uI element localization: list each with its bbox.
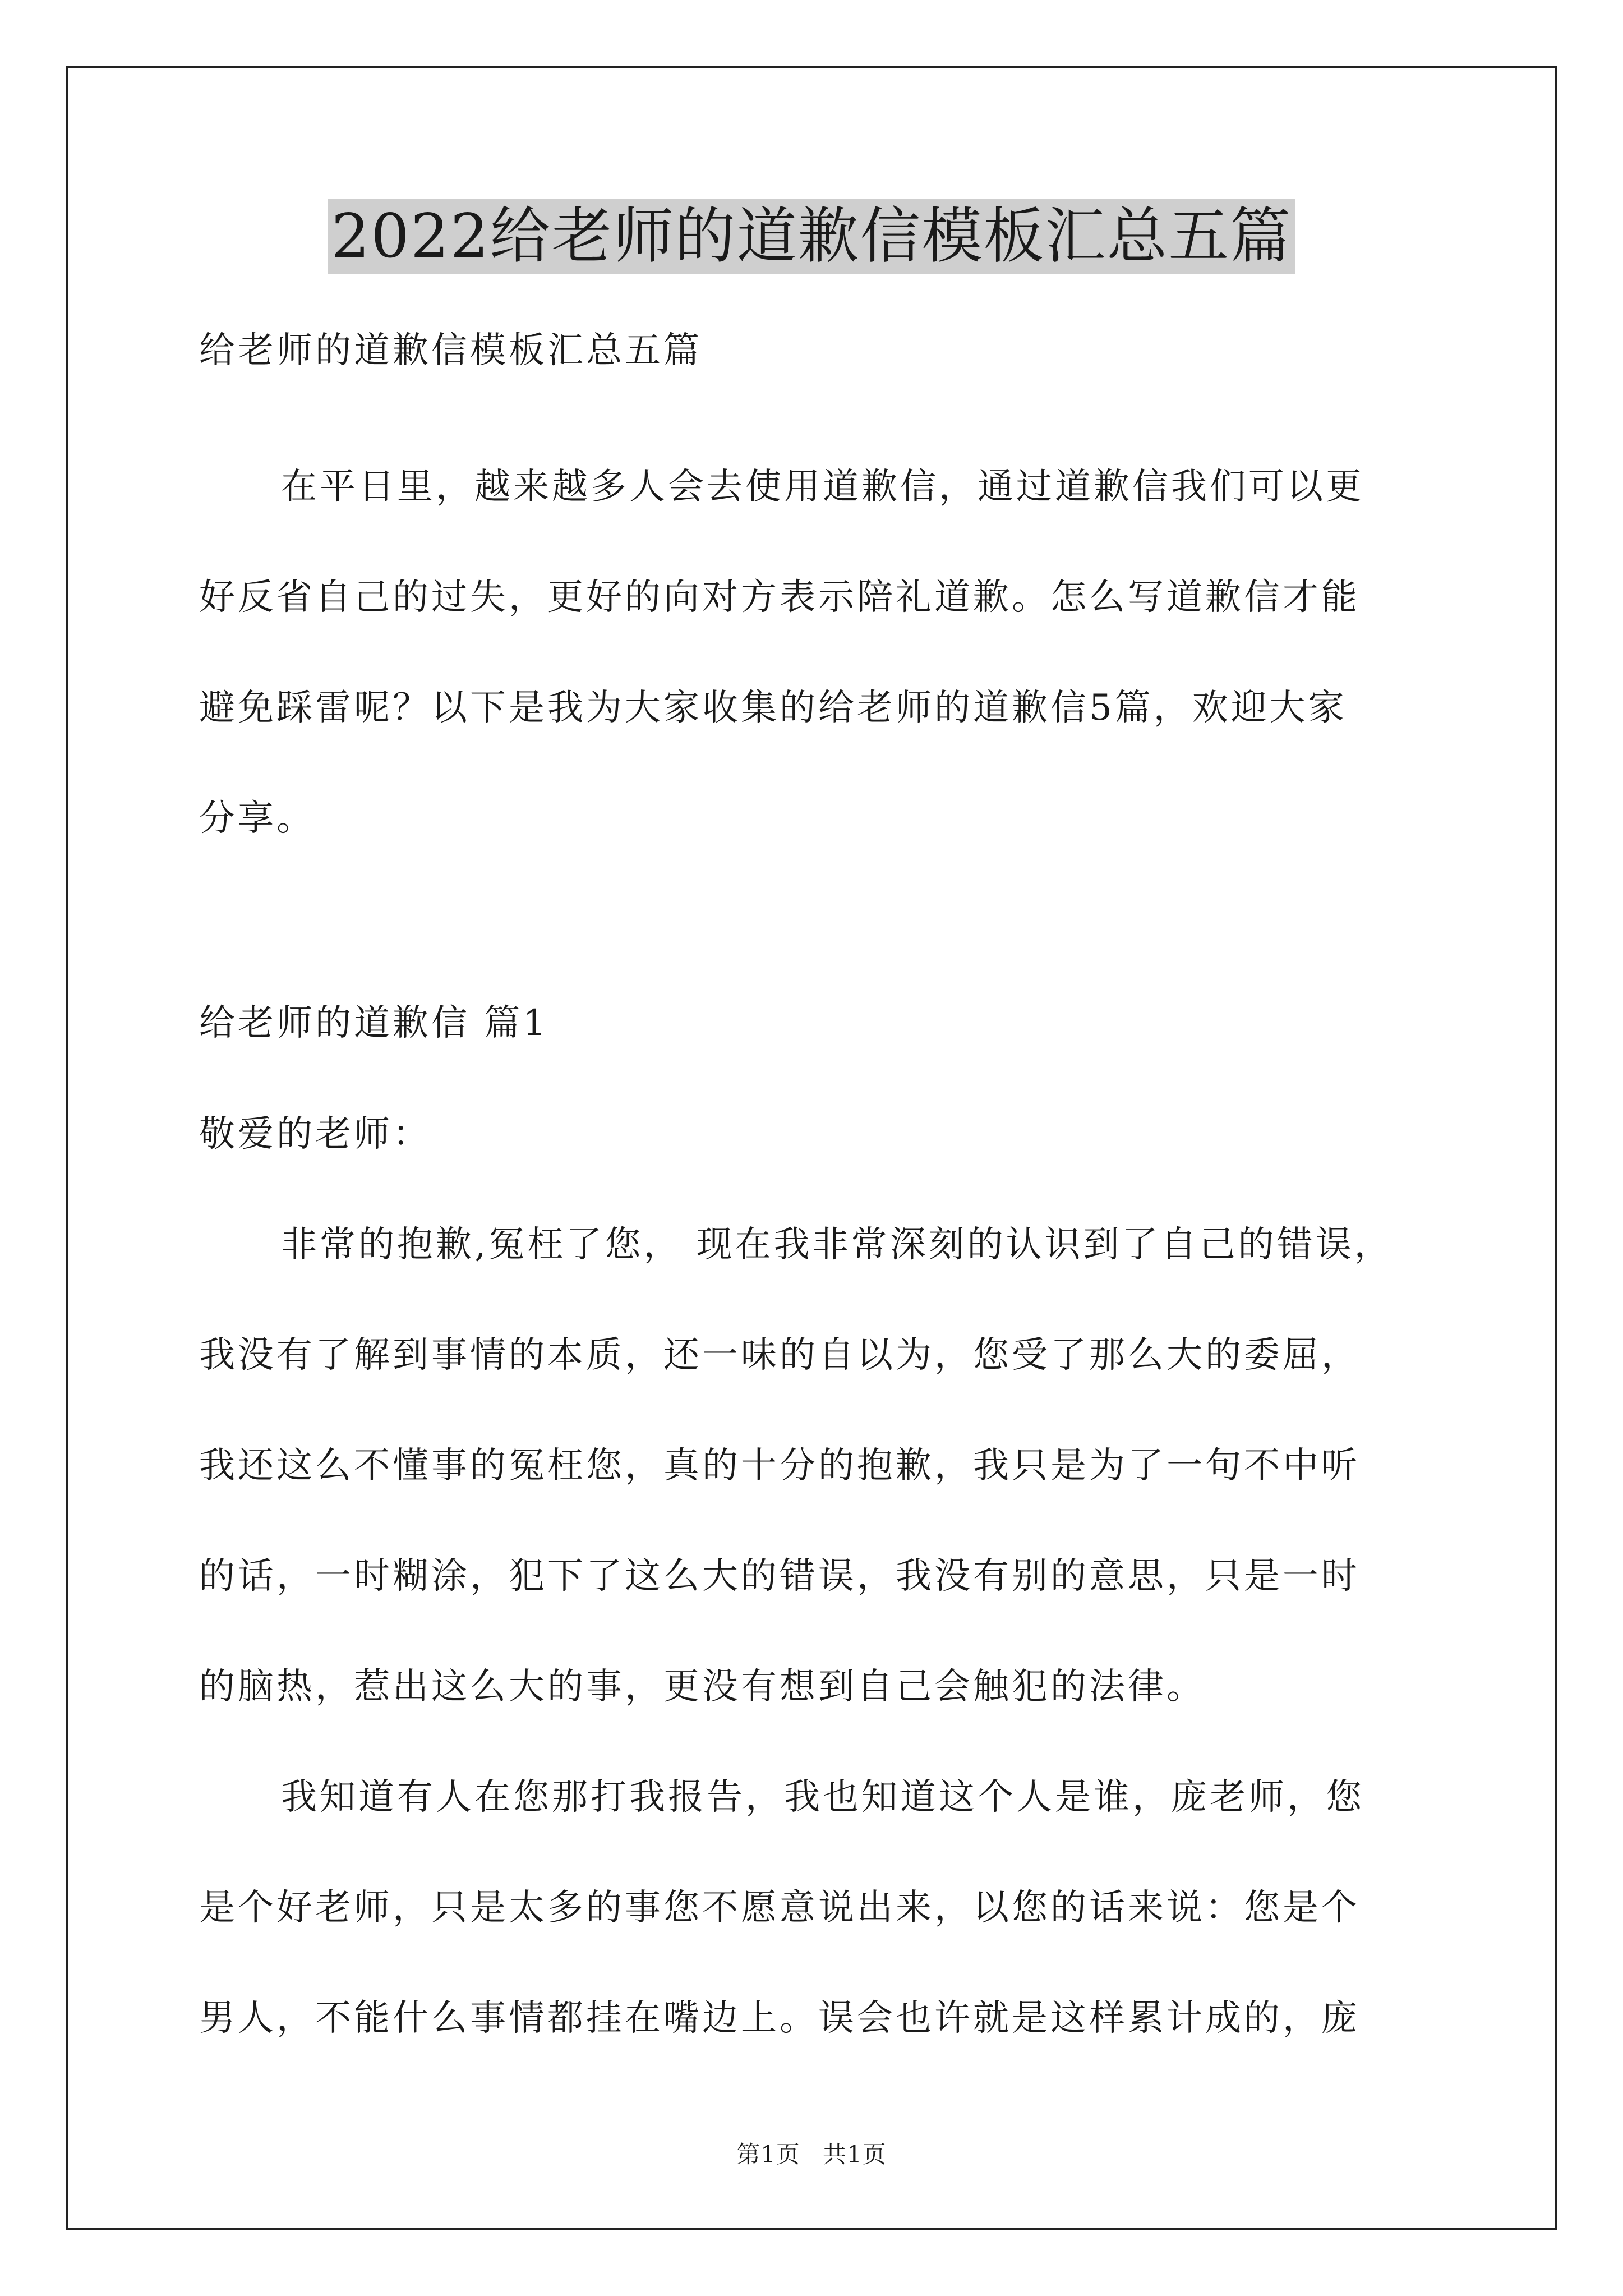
paragraph-line: 是个好老师，只是太多的事您不愿意说出来，以您的话来说：您是个 — [199, 1887, 1360, 1929]
paragraph-line: 的脑热，惹出这么大的事，更没有想到自己会触犯的法律。 — [199, 1666, 1205, 1708]
page-total: 共1页 — [823, 2141, 887, 2168]
intro-line: 好反省自己的过失，更好的向对方表示陪礼道歉。怎么写道歉信才能 — [199, 577, 1360, 618]
paragraph-line: 我没有了解到事情的本质，还一味的自以为，您受了那么大的委屈， — [199, 1335, 1360, 1376]
intro-line: 在平日里，越来越多人会去使用道歉信，通过道歉信我们可以更 — [281, 466, 1364, 508]
page-number: 第1页 — [736, 2141, 800, 2168]
paragraph-line: 非常的抱歉,冤枉了您， 现在我非常深刻的认识到了自己的错误， — [281, 1224, 1393, 1266]
document-title — [0, 199, 1623, 274]
paragraph-line: 我还这么不懂事的冤枉您，真的十分的抱歉，我只是为了一句不中听 — [199, 1445, 1360, 1487]
salutation: 敬爱的老师： — [199, 1114, 431, 1155]
paragraph-line: 男人，不能什么事情都挂在嘴边上。误会也许就是这样累计成的，庞 — [199, 1998, 1360, 2039]
paragraph-line: 我知道有人在您那打我报告，我也知道这个人是谁，庞老师，您 — [281, 1777, 1364, 1818]
page-footer — [0, 2136, 1623, 2170]
intro-line: 避免踩雷呢？以下是我为大家收集的给老师的道歉信5篇，欢迎大家 — [199, 687, 1347, 729]
section-heading: 给老师的道歉信 篇1 — [199, 1002, 549, 1044]
intro-line: 分享。 — [199, 798, 315, 839]
paragraph-line: 的话，一时糊涂，犯下了这么大的错误，我没有别的意思，只是一时 — [199, 1556, 1360, 1597]
document-title-text: 2022给老师的道歉信模板汇总五篇 — [328, 199, 1295, 274]
subtitle: 给老师的道歉信模板汇总五篇 — [199, 330, 702, 371]
